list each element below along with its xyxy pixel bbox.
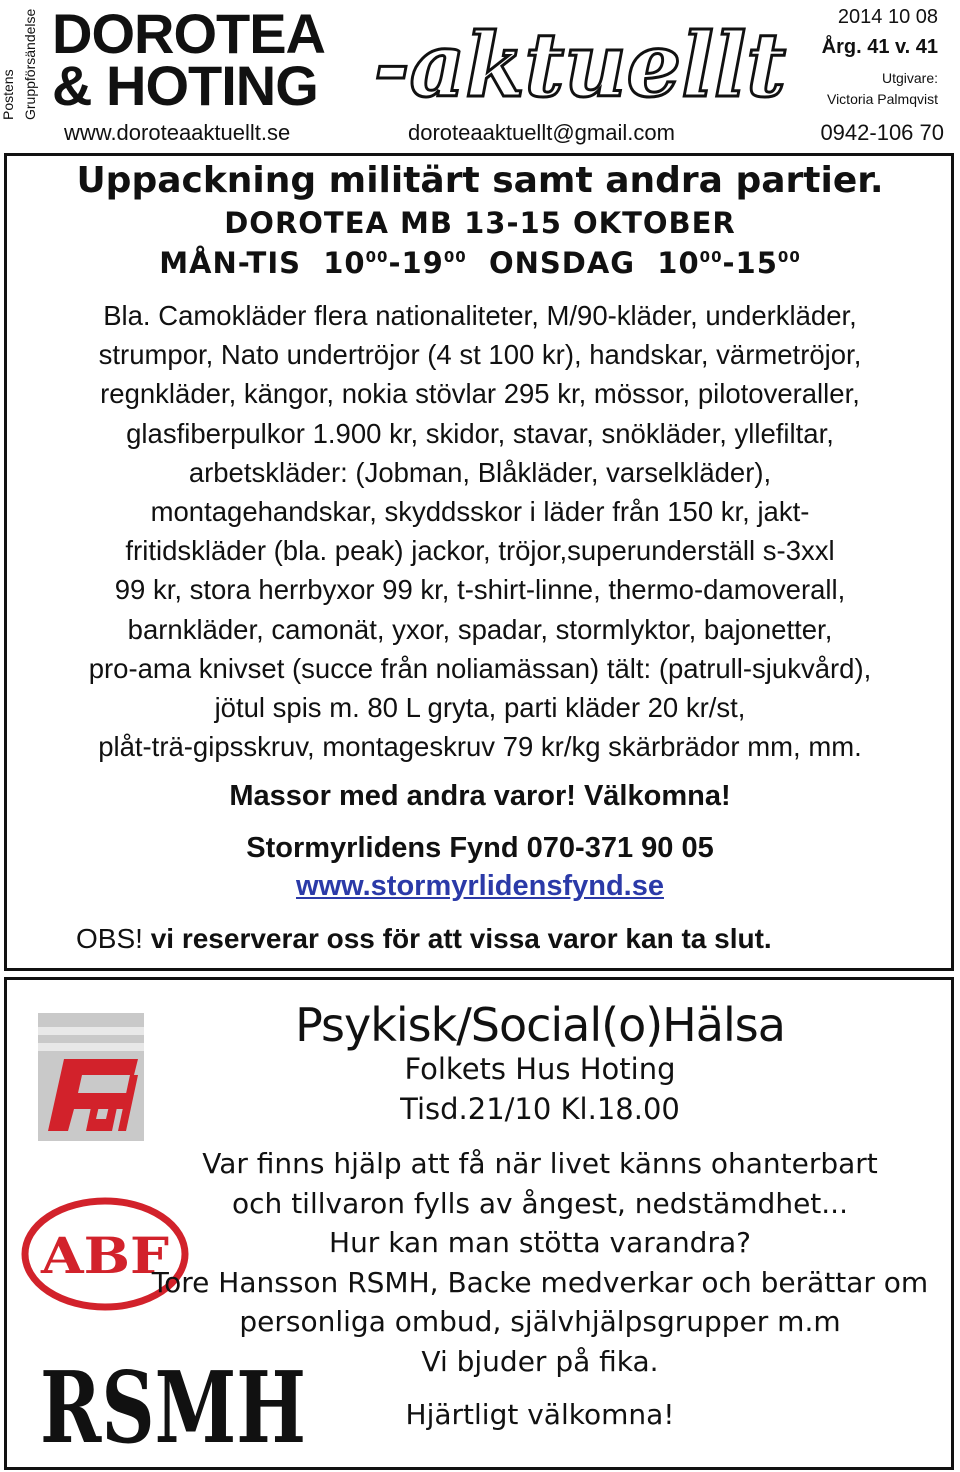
ad-body-line: regnkläder, kängor, nokia stövlar 295 kr, mössor, pilotoveraller, bbox=[100, 378, 860, 410]
masthead-logo bbox=[368, 0, 798, 130]
ad-subhead-dates: DOROTEA MB 13-15 OKTOBER bbox=[224, 206, 736, 240]
masthead-text: -aktuellt bbox=[374, 13, 786, 117]
hours-days: MÅN-TIS bbox=[159, 246, 302, 280]
event-title: Psykisk/Social(o)Hälsa bbox=[295, 998, 785, 1052]
hours-end-2: -15 bbox=[722, 246, 778, 280]
ad-note-text: vi reserverar oss för att vissa varor kan ta slut. bbox=[150, 923, 772, 954]
hours-end-1: -19 bbox=[388, 246, 444, 280]
abf-logo-text: ABF bbox=[39, 1226, 169, 1285]
ad-body-line: arbetskläder: (Jobman, Blåkläder, varselkläder), bbox=[188, 456, 772, 488]
brand-line-2: & HOTING bbox=[52, 54, 318, 117]
ad-body-line: jötul spis m. 80 L gryta, parti kläder 20 kr/st, bbox=[214, 692, 746, 724]
event-body-line: Hur kan man stötta varandra? bbox=[329, 1226, 751, 1260]
ad-body bbox=[8, 296, 952, 766]
event-venue: Folkets Hus Hoting bbox=[404, 1052, 676, 1086]
event-body-line: Var finns hjälp att få när livet känns ohanterbart bbox=[202, 1147, 878, 1180]
event-body bbox=[152, 1144, 928, 1382]
phone-number: 0942-106 70 bbox=[820, 120, 944, 145]
publisher-label: Utgivare: bbox=[881, 70, 938, 86]
ad-more-goods: Massor med andra varor! Välkomna! bbox=[229, 780, 731, 812]
ad-body-line: 99 kr, stora herrbyxor 99 kr, t-shirt-linne, thermo-damoverall, bbox=[114, 574, 846, 606]
event-time: Tisd.21/10 Kl.18.00 bbox=[400, 1092, 680, 1126]
event-body-line: Vi bjuder på fika. bbox=[421, 1344, 659, 1378]
brand-line-1: DOROTEA bbox=[52, 2, 325, 65]
event-body-line: personliga ombud, självhjälpsgrupper m.m bbox=[239, 1305, 841, 1339]
publisher-name: Victoria Palmqvist bbox=[826, 91, 938, 107]
email-link[interactable]: doroteaaktuellt@gmail.com bbox=[408, 120, 675, 145]
hours-start-2-min: 00 bbox=[699, 248, 723, 266]
issue-date: 2014 10 08 bbox=[837, 6, 938, 28]
ad-body-line: fritidskläder (bla. peak) jackor, tröjor,superunderställ s-3xxl bbox=[125, 535, 835, 567]
hours-start-2: 10 bbox=[657, 246, 700, 280]
ad-body-line: strumpor, Nato undertröjor (4 st 100 kr), handskar, värmetröjor, bbox=[98, 339, 862, 371]
hours-start-1-min: 00 bbox=[365, 248, 389, 266]
ad-headline: Uppackning militärt samt andra partier. bbox=[76, 160, 884, 201]
website-link[interactable]: www.doroteaaktuellt.se bbox=[64, 120, 291, 145]
rsmh-logo-text: RSMH bbox=[40, 1351, 306, 1466]
ad-body-line: plåt-trä-gipsskruv, montageskruv 79 kr/kg skärbrädor mm, mm. bbox=[98, 731, 862, 763]
ad-website-link[interactable]: www.stormyrlidensfynd.se bbox=[296, 870, 664, 902]
ad-body-line: montagehandskar, skyddsskor i läder från 150 kr, jakt- bbox=[150, 496, 810, 528]
ad-note-obs: OBS! bbox=[76, 923, 143, 954]
hours-day-wed: ONSDAG bbox=[488, 246, 636, 280]
side-text-postens: Postens bbox=[0, 69, 16, 120]
event-welcome: Hjärtligt välkomna! bbox=[405, 1398, 675, 1431]
ad-note bbox=[76, 923, 772, 955]
issue-number: Årg. 41 v. 41 bbox=[821, 36, 938, 58]
ad-body-line: pro-ama knivset (succe från noliamässan) tält: (patrull-sjukvård), bbox=[88, 652, 872, 684]
event-body-line: Tore Hansson RSMH, Backe medverkar och berättar om bbox=[151, 1265, 929, 1299]
hours-end-2-min: 00 bbox=[777, 248, 801, 266]
folkets-hus-logo bbox=[38, 1013, 144, 1141]
hours-end-1-min: 00 bbox=[443, 248, 467, 266]
side-text-gruppforsandelse: Gruppförsändelse bbox=[22, 8, 38, 120]
ad-body-line: barnkläder, camonät, yxor, spadar, stormlyktor, bajonetter, bbox=[127, 613, 833, 645]
ad-body-line: glasfiberpulkor 1.900 kr, skidor, stavar, snökläder, yllefiltar, bbox=[126, 417, 834, 449]
event-body-line: och tillvaron fylls av ångest, nedstämdhet... bbox=[232, 1186, 848, 1220]
ad-subhead-hours bbox=[0, 246, 960, 280]
ad-body-line: Bla. Camokläder flera nationaliteter, M/90-kläder, underkläder, bbox=[103, 300, 857, 331]
hours-start-1: 10 bbox=[323, 246, 366, 280]
ad-contact: Stormyrlidens Fynd 070-371 90 05 bbox=[246, 832, 714, 864]
